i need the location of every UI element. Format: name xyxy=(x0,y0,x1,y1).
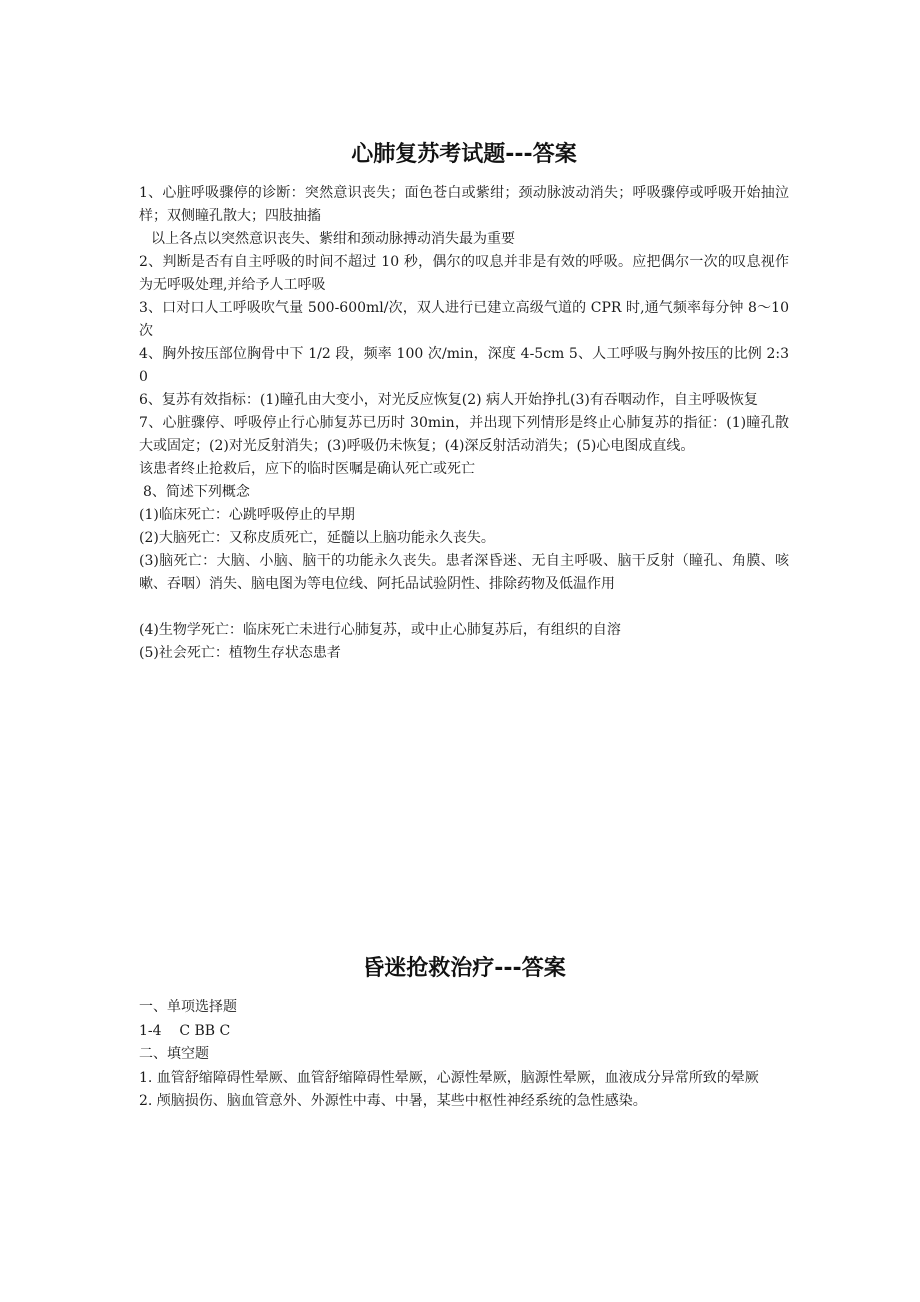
coma-fill-answer-2: 2. 颅脑损伤、脑血管意外、外源性中毒、中暑，某些中枢性神经系统的急性感染。 xyxy=(139,1093,647,1109)
cpr-paragraph-7: 7、心脏骤停、呼吸停止行心肺复苏已历时 30min，并出现下列情形是终止心肺复苏的指征：(1)瞳孔散大或固定；(2)对光反射消失；(3)呼吸仍未恢复；(4)深反射活动消失；(5)心电图成直线。 xyxy=(139,415,789,454)
cpr-paragraph-9: 8、简述下列概念 xyxy=(143,484,250,500)
cpr-paragraph-12: (3)脑死亡：大脑、小脑、脑干的功能永久丧失。患者深昏迷、无自主呼吸、脑干反射（瞳孔、角膜、咳嗽、吞咽）消失、脑电图为等电位线、阿托品试验阴性、排除药物及低温作用 xyxy=(139,553,789,592)
cpr-paragraph-10: (1)临床死亡：心跳呼吸停止的早期 xyxy=(139,507,355,523)
cpr-paragraph-2: 以上各点以突然意识丧失、紫绀和颈动脉搏动消失最为重要 xyxy=(151,231,515,247)
cpr-paragraph-4: 3、口对口人工呼吸吹气量 500-600ml/次，双人进行已建立高级气道的 CPR 时,通气频率每分钟 8～10 次 xyxy=(139,300,789,339)
cpr-paragraph-13: (4)生物学死亡：临床死亡未进行心肺复苏，或中止心肺复苏后，有组织的自溶 xyxy=(139,622,621,638)
cpr-paragraph-5: 4、胸外按压部位胸骨中下 1/2 段，频率 100 次/min，深度 4-5cm 5、人工呼吸与胸外按压的比例 2:30 xyxy=(139,346,789,385)
coma-title: 昏迷抢救治疗---答案 xyxy=(362,956,566,981)
cpr-paragraph-8: 该患者终止抢救后，应下的临时医嘱是确认死亡或死亡 xyxy=(139,461,475,477)
cpr-paragraph-3: 2、判断是否有自主呼吸的时间不超过 10 秒，偶尔的叹息并非是有效的呼吸。应把偶尔一次的叹息视作为无呼吸处理,并给予人工呼吸 xyxy=(139,254,789,293)
coma-fill-answer-1: 1. 血管舒缩障碍性晕厥、血管舒缩障碍性晕厥，心源性晕厥，脑源性晕厥，血液成分异常所致的晕厥 xyxy=(139,1069,759,1086)
blank-line xyxy=(139,596,789,619)
coma-answers-1-4: 1-4 C BB C xyxy=(139,1022,231,1039)
coma-heading-fill-blank: 二、填空题 xyxy=(139,1046,209,1062)
cpr-paragraph-14: (5)社会死亡：植物生存状态患者 xyxy=(139,645,341,661)
cpr-paragraph-6: 6、复苏有效指标：(1)瞳孔由大变小，对光反应恢复(2) 病人开始挣扎(3)有吞咽动作，自主呼吸恢复 xyxy=(139,392,758,408)
cpr-paragraph-11: (2)大脑死亡：又称皮质死亡，延髓以上脑功能永久丧失。 xyxy=(139,530,495,546)
coma-heading-single-choice: 一、单项选择题 xyxy=(139,999,237,1015)
cpr-title: 心肺复苏考试题---答案 xyxy=(351,142,577,167)
cpr-answer-section xyxy=(139,138,789,665)
coma-answer-section xyxy=(139,952,789,1114)
cpr-paragraph-1: 1、心脏呼吸骤停的诊断：突然意识丧失；面色苍白或紫绀；颈动脉波动消失；呼吸骤停或呼吸开始抽泣样；双侧瞳孔散大；四肢抽搐 xyxy=(139,185,789,224)
